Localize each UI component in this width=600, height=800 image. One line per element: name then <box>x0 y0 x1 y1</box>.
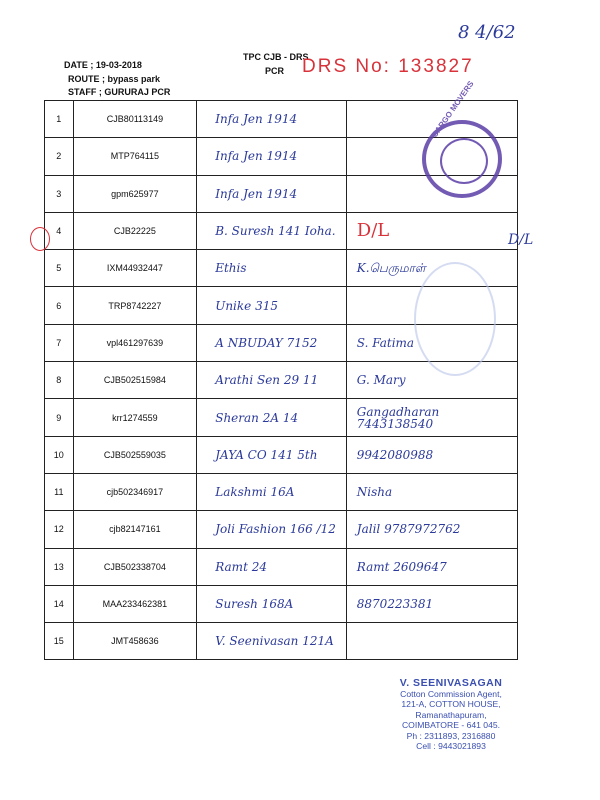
handwritten-address: Ethis <box>215 261 247 276</box>
consignment-code-cell <box>73 324 197 361</box>
receiver-signature: 9942080988 <box>356 447 434 462</box>
consignment-code-cell <box>73 175 197 212</box>
handwritten-address-cell <box>197 436 347 473</box>
row-number-cell <box>45 175 74 212</box>
consignment-code: gpm625977 <box>111 188 159 199</box>
handwritten-address-cell <box>197 473 347 510</box>
title-line-1: TPC CJB - DRS <box>243 52 309 62</box>
consignment-code-cell <box>73 548 197 585</box>
handwritten-address-cell <box>197 287 347 324</box>
receiver-signature: G. Mary <box>356 373 406 388</box>
receiver-signature-cell <box>346 362 517 399</box>
company-stamp-line: Cotton Commission Agent, <box>400 688 502 699</box>
consignment-code: cjb82147161 <box>109 524 161 535</box>
table-row <box>45 212 518 249</box>
company-stamp-line: COIMBATORE - 641 045. <box>401 720 501 730</box>
receiver-signature: Nisha <box>356 485 393 500</box>
side-note-d-l: D/L <box>508 232 534 248</box>
receiver-signature: K.பெருமாள் <box>356 261 426 276</box>
row-number: 8 <box>56 375 62 386</box>
handwritten-address-cell <box>197 212 347 249</box>
consignment-code: IXM44932447 <box>106 263 163 274</box>
consignment-code: CJB22225 <box>113 226 156 237</box>
receiver-signature: Gangadharan 7443138540 <box>356 404 440 431</box>
row-number-cell <box>45 473 74 510</box>
route-line: ROUTE ; bypass park <box>68 74 161 84</box>
row-number-cell <box>45 250 74 287</box>
row-number: 2 <box>56 151 62 162</box>
handwritten-address-cell <box>197 511 347 548</box>
consignment-code-cell <box>73 362 197 399</box>
title-line-2: PCR <box>265 66 285 76</box>
row-number: 11 <box>54 487 64 498</box>
row-number-cell <box>45 287 74 324</box>
consignment-code: cjb502346917 <box>106 487 164 498</box>
handwritten-address: Infa Jen 1914 <box>215 112 298 127</box>
handwritten-address-cell <box>197 250 347 287</box>
table-row <box>45 585 518 622</box>
row-number-cell <box>45 399 74 436</box>
row-number: 1 <box>56 114 62 125</box>
handwritten-address: Ramt 24 <box>215 559 267 574</box>
row-number-cell <box>45 623 74 660</box>
handwritten-address-cell <box>197 623 347 660</box>
company-stamp-line: Ramanathapuram, <box>415 709 487 720</box>
faint-stamp-impression <box>414 262 496 376</box>
company-stamp-line: Cell : 9443021893 <box>416 741 486 751</box>
row-number-cell <box>45 548 74 585</box>
row-number-cell <box>45 324 74 361</box>
handwritten-address-cell <box>197 101 347 138</box>
handwritten-address: Lakshmi 16A <box>215 485 295 500</box>
receiver-signature-cell <box>346 436 517 473</box>
handwritten-address: Infa Jen 1914 <box>215 186 298 201</box>
table-row <box>45 623 518 660</box>
table-row <box>45 473 518 510</box>
row-number: 9 <box>56 412 62 423</box>
handwritten-address: A NBUDAY 7152 <box>215 335 318 350</box>
receiver-signature: 8870223381 <box>356 597 434 611</box>
consignment-code: CJB502559035 <box>103 449 166 460</box>
consignment-code: TRP8742227 <box>108 300 162 311</box>
handwritten-address-cell <box>197 362 347 399</box>
staff-line: STAFF ; GURURAJ PCR <box>68 87 171 97</box>
receiver-signature: Ramt 2609647 <box>356 559 447 574</box>
consignment-code: MAA233462381 <box>102 599 168 609</box>
consignment-code-cell <box>73 212 197 249</box>
row-number-cell <box>45 362 74 399</box>
row-number: 4 <box>56 226 62 237</box>
company-stamp-line: 121-A, COTTON HOUSE, <box>401 699 501 709</box>
top-right-note: 8 4/62 <box>458 22 516 43</box>
table-row <box>45 548 518 585</box>
row-number: 14 <box>53 599 64 609</box>
row-4-marker-circle <box>30 227 50 251</box>
receiver-signature-cell <box>346 623 517 660</box>
consignment-code-cell <box>73 138 197 175</box>
company-stamp-name: V. SEENIVASAGAN <box>399 677 503 689</box>
consignment-code-cell <box>73 250 197 287</box>
company-stamp-line: Ph : 2311893, 2316880 <box>406 730 496 741</box>
consignment-code: CJB80113149 <box>106 114 164 125</box>
consignment-code: CJB502338704 <box>103 561 166 572</box>
consignment-code: vpl461297639 <box>106 337 164 348</box>
handwritten-address: Unike 315 <box>215 298 278 313</box>
row-number: 7 <box>56 337 62 348</box>
receiver-signature: Jalil 9787972762 <box>356 522 461 537</box>
row-number: 15 <box>53 636 64 647</box>
receiver-signature: S. Fatima <box>356 335 415 350</box>
company-stamp <box>376 678 526 752</box>
handwritten-address: Suresh 168A <box>215 597 294 611</box>
table-row <box>45 511 518 548</box>
consignment-code-cell <box>73 623 197 660</box>
handwritten-address-cell <box>197 585 347 622</box>
handwritten-address: B. Suresh 141 Ioha. <box>215 224 336 239</box>
handwritten-address-cell <box>197 175 347 212</box>
row-number: 12 <box>53 524 64 535</box>
consignment-code: CJB502515984 <box>103 375 166 386</box>
receiver-signature-cell <box>346 511 517 548</box>
consignment-code: JMT458636 <box>111 636 159 647</box>
row-number: 10 <box>53 449 64 460</box>
receiver-signature-cell <box>346 585 517 622</box>
receiver-signature-cell <box>346 473 517 510</box>
consignment-code-cell <box>73 511 197 548</box>
consignment-code-cell <box>73 436 197 473</box>
receiver-signature: D/L <box>356 220 390 242</box>
consignment-code: MTP764115 <box>110 151 160 162</box>
handwritten-address: Arathi Sen 29 11 <box>215 373 319 388</box>
row-number: 13 <box>53 561 64 572</box>
handwritten-address-cell <box>197 399 347 436</box>
handwritten-address: Joli Fashion 166 /12 <box>215 522 336 537</box>
row-number-cell <box>45 101 74 138</box>
row-number: 5 <box>56 263 62 274</box>
handwritten-address-cell <box>197 548 347 585</box>
row-number-cell <box>45 585 74 622</box>
row-number: 6 <box>56 300 62 311</box>
receiver-signature-cell <box>346 548 517 585</box>
handwritten-address: V. Seenivasan 121A <box>215 634 334 649</box>
table-row <box>45 436 518 473</box>
cargo-movers-stamp <box>422 79 502 198</box>
row-number: 3 <box>56 188 62 199</box>
consignment-code-cell <box>73 473 197 510</box>
consignment-code-cell <box>73 585 197 622</box>
consignment-code: krr1274559 <box>112 412 158 423</box>
handwritten-address-cell <box>197 324 347 361</box>
stamp-text: CARGO MOVERS <box>430 79 476 140</box>
handwritten-address: Sheran 2A 14 <box>215 410 299 425</box>
receiver-signature-cell <box>346 212 517 249</box>
consignment-code-cell <box>73 101 197 138</box>
table-row <box>45 399 518 436</box>
handwritten-address: Infa Jen 1914 <box>215 149 298 164</box>
consignment-code-cell <box>73 399 197 436</box>
row-number-cell <box>45 511 74 548</box>
handwritten-address: JAYA CO 141 5th <box>215 447 318 462</box>
row-number-cell <box>45 436 74 473</box>
receiver-signature-cell <box>346 399 517 436</box>
row-number-cell <box>45 138 74 175</box>
stamp-inner-ring <box>440 138 488 184</box>
consignment-code-cell <box>73 287 197 324</box>
handwritten-address-cell <box>197 138 347 175</box>
drs-number: DRS No: 133827 <box>302 56 474 77</box>
date-line: DATE ; 19-03-2018 <box>64 60 142 70</box>
